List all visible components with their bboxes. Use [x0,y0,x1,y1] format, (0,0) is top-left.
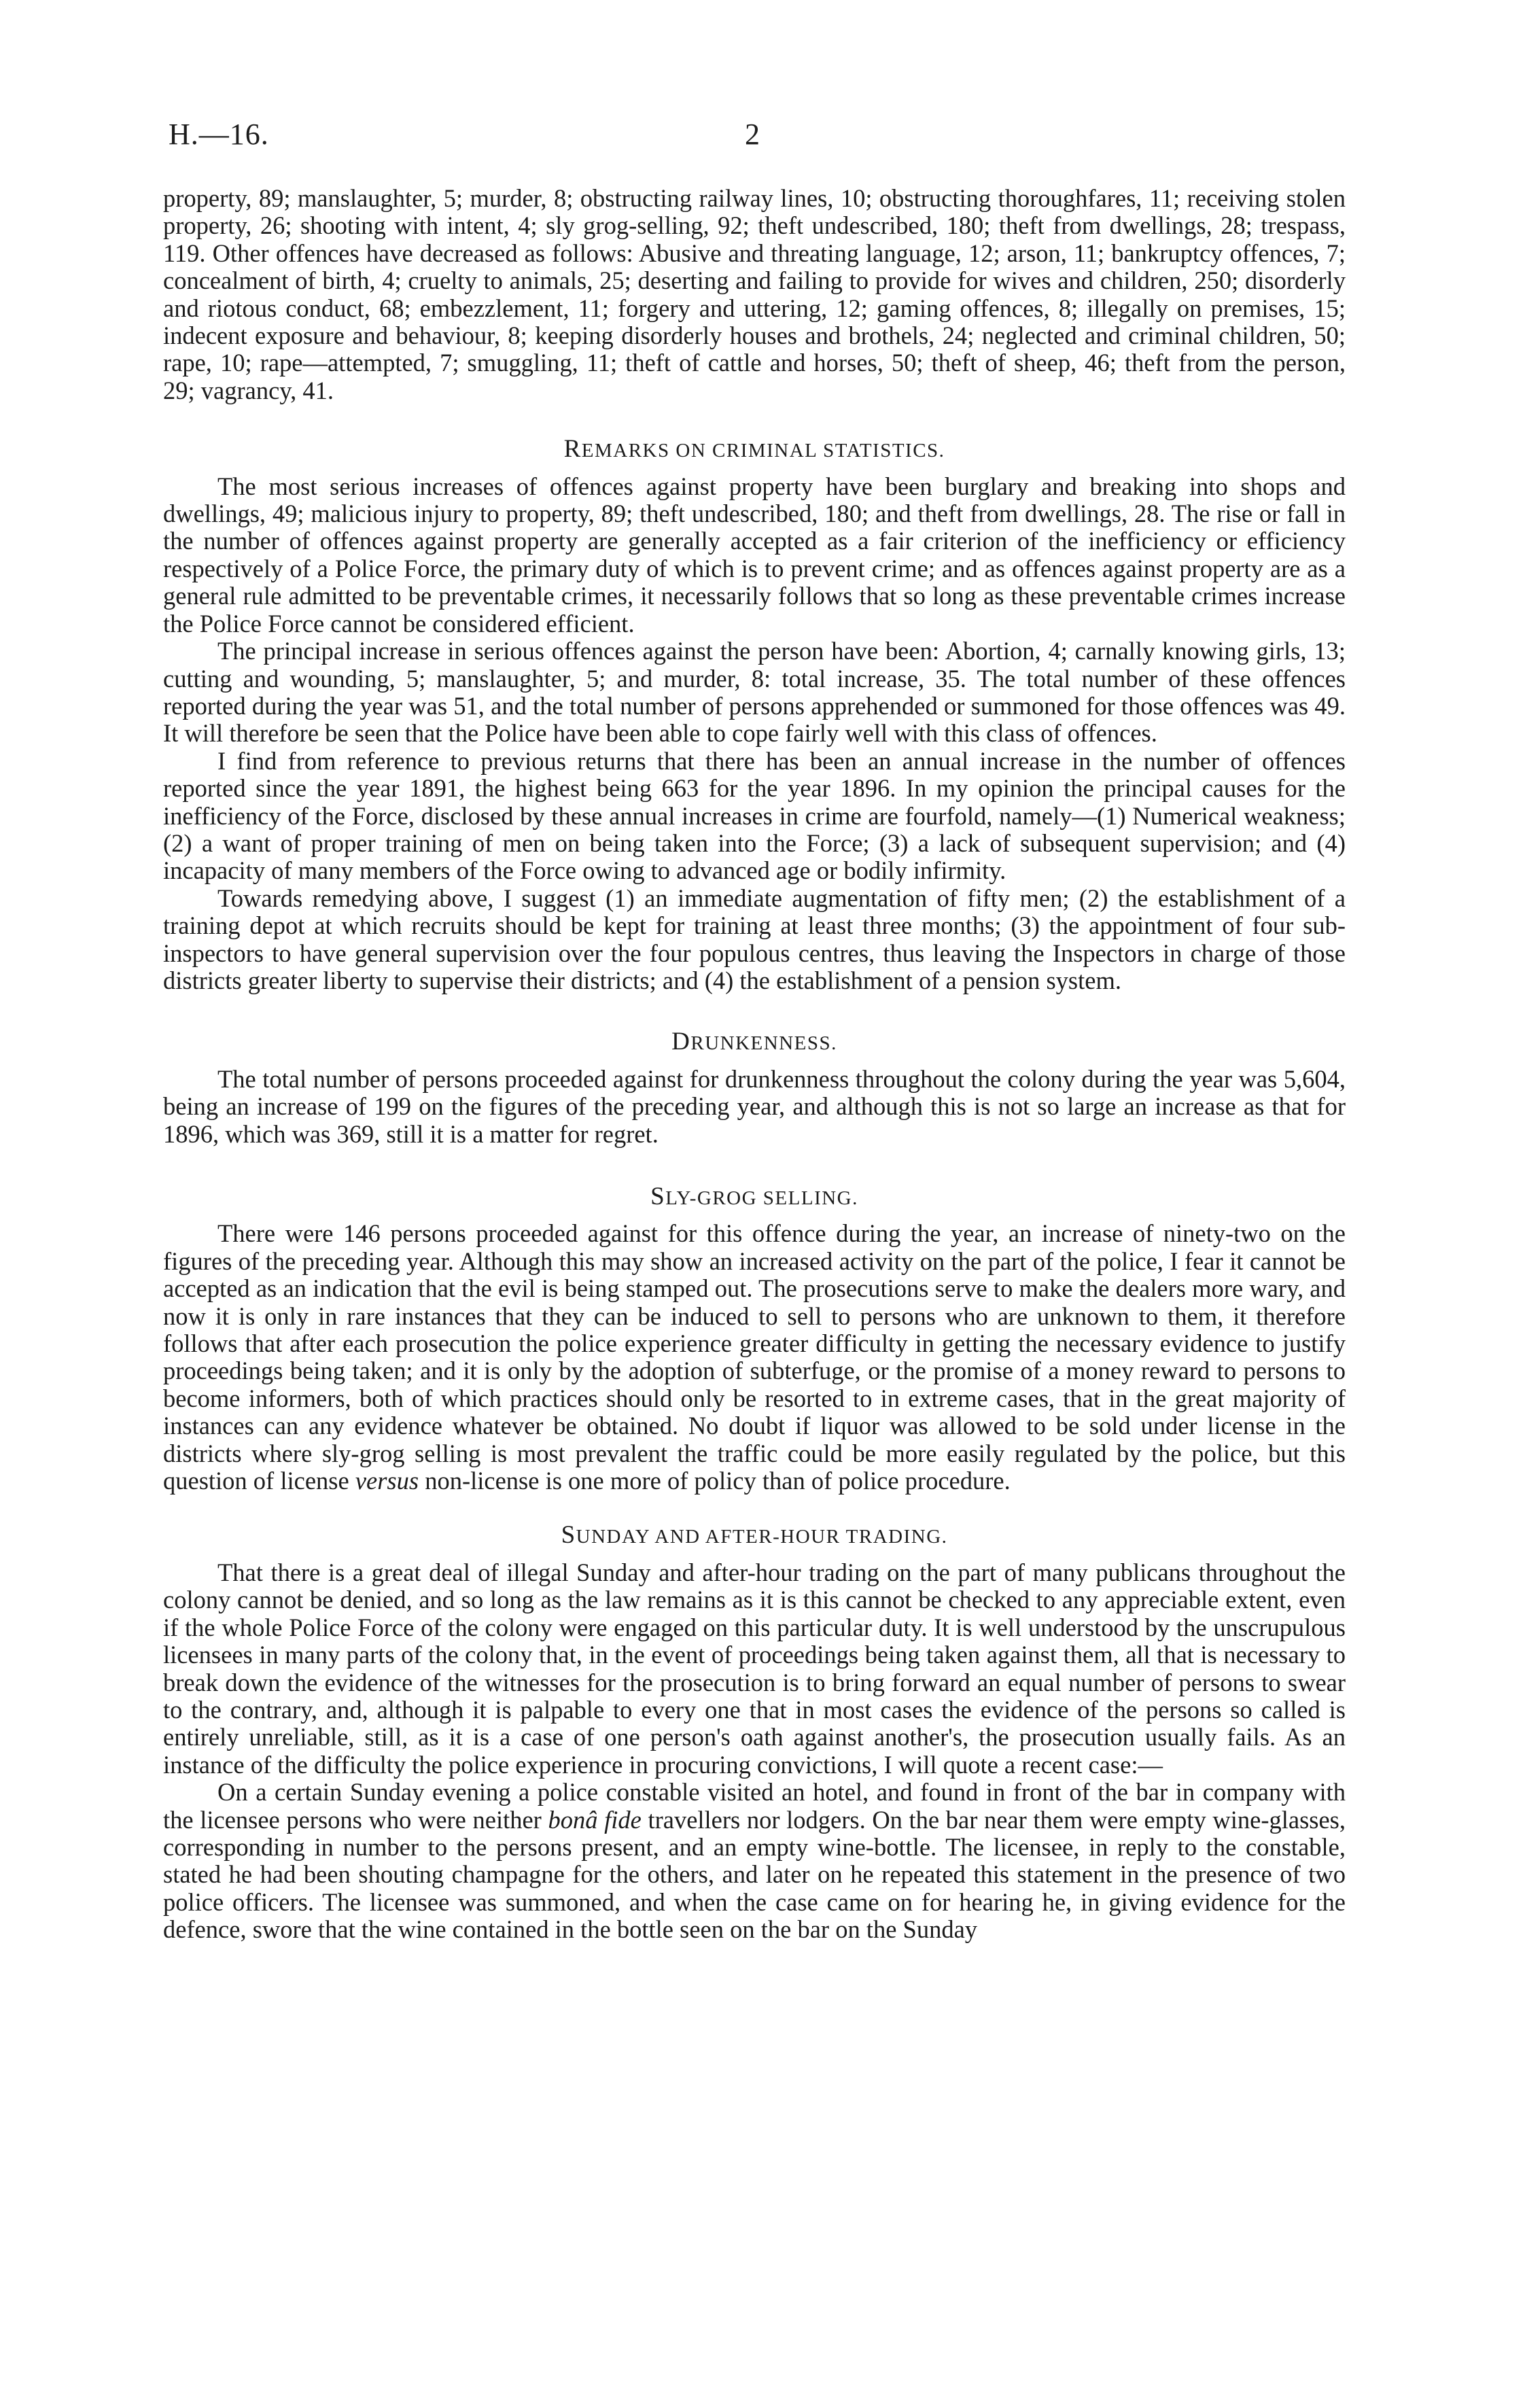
heading-sunday-trading: SUNDAY AND AFTER-HOUR TRADING. [561,1521,948,1550]
sunday-text-a: On a certain Sunday evening a police constable visited an hotel, and found in front of the bar in company with the licensee persons who were neither [163,1778,1346,1834]
paragraph-sly-grog [163,1220,1346,1495]
sunday-text-b: travellers nor lodgers. On the bar near them were empty wine-glasses, corresponding in number to the persons present, and an empty wine-bottle. The licensee, in reply to the constable, stated he had been shouting champagne for the others, and later on he repeated this statement in the presence of two police officers. The licensee was summoned, and when the case came on for hearing he, in giving evidence for the defence, swore that the wine contained in the bottle seen on the bar on the Sunday [163,1805,1346,1944]
heading-sly-grog-selling: SLY-GROG SELLING. [650,1183,858,1210]
paragraph-sunday-2 [163,1779,1346,1943]
sly-grog-text-a: There were 146 persons proceeded against for this offence during the year, an increase of ninety-two on the figures of the preceding year. Although this may show an increased activity on the part of the police, I fear it cannot be accepted as an indication that the evil is being stamped out. The prosecutions serve to make the dealers more wary, and now it is only in rare instances that they can be induced to sell to persons who are unknown to them, it therefore follows that after each prosecution the police experience greater difficulty in getting the necessary evidence to justify proceedings being taken; and it is only by the adoption of subterfuge, or the promise of a money reward to persons to become informers, both of which practices should only be resorted to in extreme cases, that in the great majority of instances can any evidence whatever be obtained. No doubt if liquor was allowed to be sold under license in the districts where sly-grog selling is most prevalent the traffic could be more easily regulated by the police, but this question of license [163,1219,1346,1495]
document-reference: H.—16. [169,118,269,151]
heading-drunkenness: DRUNKENNESS. [671,1028,837,1056]
paragraph-criminal-1: The most serious increases of offences against property have been burglary and breaking into shops and dwellings, 49; malicious injury to property, 89; theft undescribed, 180; and theft from dwellings, 28. The rise or fall in the number of offences against property are generally accepted as a fair criterion of the inefficiency or efficiency respectively of a Police Force, the primary duty of which is to prevent crime; and as offences against property are as a general rule admitted to be preventable crimes, it necessarily follows that so long as these preventable crimes increase the Police Force cannot be considered efficient. [163,472,1346,638]
bona-fide-italic: bonâ fide [548,1805,642,1834]
paragraph-criminal-3: I find from reference to previous returns that there has been an annual increase in the number of offences reported since the year 1891, the highest being 663 for the year 1896. In my opinion the principal causes for the inefficiency of the Force, disclosed by these annual increases in crime are fourfold, namely—(1) Numerical weakness; (2) a want of proper training of men on being taken into the Force; (3) a lack of subsequent supervision; and (4) incapacity of many members of the Force owing to advanced age or bodily infirmity. [163,746,1346,885]
paragraph-criminal-4: Towards remedying above, I suggest (1) an immediate augmentation of fifty men; (2) the establishment of a training depot at which recruits should be kept for training at least three months; (3) the appointment of four sub-inspectors to have general supervision over the four populous centres, thus leaving the Inspectors in charge of those districts greater liberty to supervise their districts; and (4) the establishment of a pension system. [163,884,1346,994]
page-number: 2 [745,118,760,151]
paragraph-drunkenness: The total number of persons proceeded against for drunkenness throughout the colony during the year was 5,604, being an increase of 199 on the figures of the preceding year, and although this is not so large an increase as that for 1896, which was 369, still it is a matter for regret. [163,1064,1346,1148]
versus-italic: versus [355,1467,419,1495]
paragraph-criminal-2: The principal increase in serious offences against the person have been: Abortion, 4; carnally knowing girls, 13; cutting and wounding, 5; manslaughter, 5; and murder, 8: total increase, 35. The total number of these offences reported during the year was 51, and the total number of persons apprehended or summoned for those offences was 49. It will therefore be seen that the Police have been able to cope fairly well with this class of offences. [163,637,1346,748]
body-text [163,185,1346,1944]
sly-grog-text-b: non-license is one more of policy than of police procedure. [425,1467,1011,1495]
page-header [169,117,1351,164]
paragraph-sunday-1: That there is a great deal of illegal Sunday and after-hour trading on the part of many publicans throughout the colony cannot be denied, and so long as the law remains as it is this cannot be checked to any appreciable extent, even if the whole Police Force of the colony were engaged on this particular duty. It is well understood by the unscrupulous licensees in many parts of the colony that, in the event of proceedings being taken against them, all that is necessary to break down the evidence of the witnesses for the prosecution is to bring forward an equal number of persons to swear to the contrary, and, although it is palpable to every one that in most cases the evidence of the persons so called is entirely unreliable, still, as it is a case of one person's oath against another's, the prosecution usually fails. As an instance of the difficulty the police experience in procuring convictions, I will quote a recent case:— [163,1558,1346,1779]
intro-paragraph: property, 89; manslaughter, 5; murder, 8; obstructing railway lines, 10; obstructing thoroughfares, 11; receiving stolen property, 26; shooting with intent, 4; sly grog-selling, 92; theft undescribed, 180; theft from dwellings, 28; trespass, 119. Other offences have decreased as follows: Abusive and threating language, 12; arson, 11; bankruptcy offences, 7; concealment of birth, 4; cruelty to animals, 25; deserting and failing to provide for wives and children, 250; disorderly and riotous conduct, 68; embezzlement, 11; forgery and uttering, 12; gaming offences, 8; illegally on premises, 15; indecent exposure and behaviour, 8; keeping disorderly houses and brothels, 24; neglected and criminal children, 50; rape, 10; rape—attempted, 7; smuggling, 11; theft of cattle and horses, 50; theft of sheep, 46; theft from the person, 29; vagrancy, 41. [163,184,1346,404]
heading-criminal-statistics: REMARKS ON CRIMINAL STATISTICS. [563,435,945,464]
